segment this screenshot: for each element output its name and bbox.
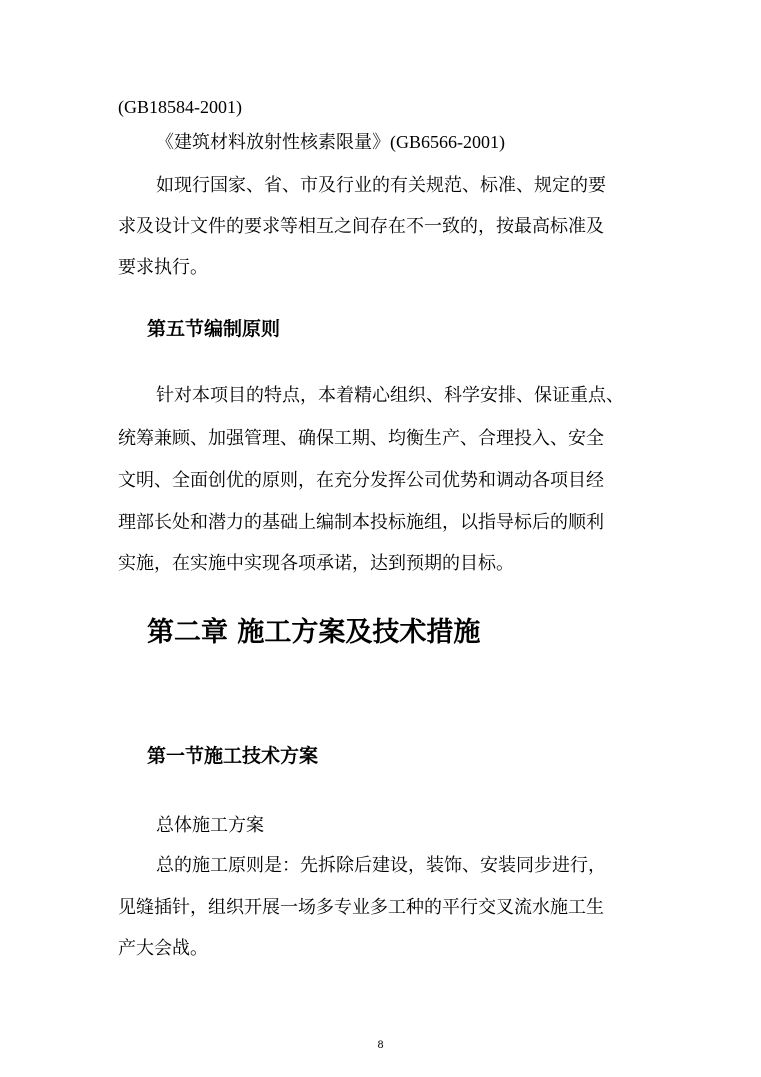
standards-paragraph-line-3: 要求执行。 (118, 257, 208, 278)
reference-standard-gb6566: 《建筑材料放射性核素限量》(GB6566-2001) (156, 132, 505, 152)
section-one-heading: 第一节施工技术方案 (147, 745, 319, 767)
principles-paragraph-line-2: 统筹兼顾、加强管理、确保工期、均衡生产、合理投入、安全 (118, 428, 604, 449)
principles-paragraph-line-3: 文明、全面创优的原则，在充分发挥公司优势和调动各项目经 (118, 470, 604, 491)
overall-paragraph-line-2: 见缝插针，组织开展一场多专业多工种的平行交叉流水施工生 (118, 897, 604, 918)
page-number: 8 (377, 1040, 384, 1051)
principles-paragraph-line-4: 理部长处和潜力的基础上编制本投标施组，以指导标后的顺利 (118, 512, 604, 533)
reference-standard-gb18584: (GB18584-2001) (118, 97, 242, 117)
principles-paragraph-line-5: 实施，在实施中实现各项承诺，达到预期的目标。 (118, 553, 514, 574)
section-five-heading: 第五节编制原则 (147, 318, 281, 340)
principles-paragraph-line-1: 针对本项目的特点，本着精心组织、科学安排、保证重点、 (156, 385, 624, 406)
standards-paragraph-line-2: 求及设计文件的要求等相互之间存在不一致的，按最高标准及 (118, 216, 604, 237)
overall-paragraph-line-3: 产大会战。 (118, 938, 208, 959)
standards-paragraph-line-1: 如现行国家、省、市及行业的有关规范、标准、规定的要 (156, 175, 606, 196)
chapter-two-heading: 第二章 施工方案及技术措施 (147, 617, 481, 648)
overall-paragraph-line-1: 总的施工原则是：先拆除后建设，装饰、安装同步进行， (156, 855, 606, 876)
overall-plan-subheading: 总体施工方案 (156, 815, 264, 836)
